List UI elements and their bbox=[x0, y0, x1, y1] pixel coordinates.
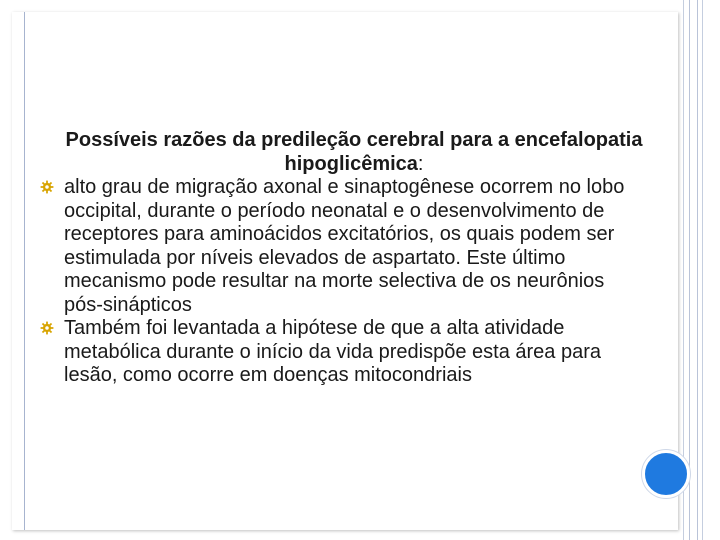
left-frame-line bbox=[24, 12, 25, 530]
right-frame-line bbox=[697, 0, 698, 540]
slide-title bbox=[42, 128, 644, 176]
blue-circle-icon bbox=[642, 450, 690, 498]
list-item bbox=[42, 317, 642, 388]
slide-title-colon: : bbox=[417, 153, 424, 175]
slide-title-text: Possíveis razões da predileção cerebral para a encefalopatia hipoglicêmica bbox=[65, 129, 643, 175]
right-frame-line bbox=[702, 0, 703, 540]
bullet-list bbox=[42, 176, 642, 388]
gear-bullet-icon bbox=[40, 180, 54, 194]
list-item bbox=[42, 176, 642, 317]
right-frame-line bbox=[689, 0, 690, 540]
gear-bullet-icon bbox=[40, 321, 54, 335]
list-item-text: alto grau de migração axonal e sinaptogênese ocorrem no lobo occipital, durante o período neonatal e o desenvolvimento de receptores para aminoácidos excitatórios, os quais podem ser estimulada por níveis elevados de aspartato. Este último mecanismo pode resultar na morte selectiva de os neurônios pós-sinápticos bbox=[64, 176, 625, 316]
list-item-text: Também foi levantada a hipótese de que a alta atividade metabólica durante o início da vida predispõe esta área para lesão, como ocorre em doenças mitocondriais bbox=[64, 317, 602, 386]
slide-content bbox=[42, 128, 642, 388]
